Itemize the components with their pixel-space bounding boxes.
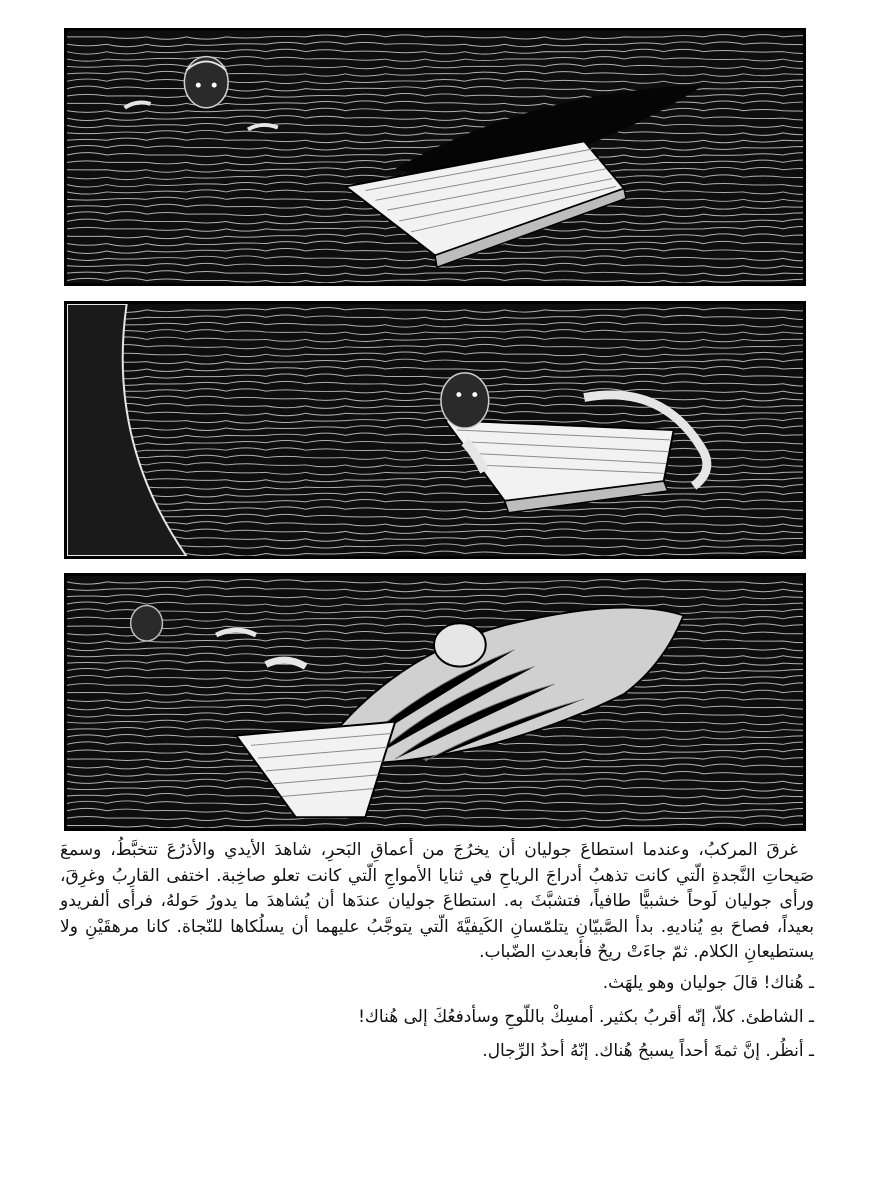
sea-waves-illustration <box>67 304 803 556</box>
dialogue-line: ـ أنظُر. إنَّ ثمةَ أحداً يسبحُ هُناك. إنّهُ أحدُ الرِّجال. <box>482 1040 814 1061</box>
distant-head-icon <box>131 606 163 641</box>
sea-waves-illustration <box>67 576 803 828</box>
dialogue-line: ـ الشاطئ. كلاّ، إنّه أقربُ بكثير. أمسِكْ باللّوحِ وسأدفعُكَ إلى هُناك! <box>358 1006 814 1027</box>
illustration-panel-1 <box>64 28 806 286</box>
illustration-panel-2 <box>64 301 806 559</box>
dialogue-line: ـ هُناك! قالَ جوليان وهو يلهَث. <box>602 972 814 993</box>
dialogue-block <box>60 966 814 1068</box>
sea-waves-illustration <box>67 31 803 283</box>
illustration-panel-3 <box>64 573 806 831</box>
narration-paragraph: غرقَ المركبُ، وعندما استطاعَ جوليان أن يخرُجَ من أعماقِ البَحرِ، شاهدَ الأيدي والأذرُعَ تتخبَّطُ، وسمعَ صَيحاتِ النَّجدةِ الّتي كانت تذهبُ أدراجَ الرياحِ في ثنايا الأمواجِ الّتي كانت تعلو صاخِبة. اختفى القارِبُ وغرِقَ، ورأى جوليان لَوحاً خشبيًّا طافياً، فتشبَّثَ به. استطاعَ جوليان عندَها أن يُشاهدَ ما يدورُ حَولهُ، فرأى ألفريدو بعيداً، فصاحَ بهِ يُناديهِ. بدأ الصَّبيّانِ يتلمّسانِ الكَيفيَّةَ الّتي يتوجَّبُ عليهما أن يسلُكاها للنّجاة. كانا مرهقَيْنِ ولا يستطيعانِ الكلام. ثمّ جاءَتْ ريحٌ فأبعدتِ الضّباب. <box>60 840 814 962</box>
story-text <box>60 838 814 1068</box>
